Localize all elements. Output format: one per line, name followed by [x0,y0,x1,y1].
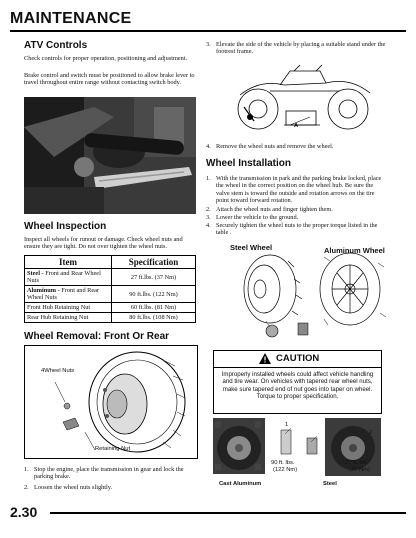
step-text: Securely tighten the wheel nuts to the proper torque listed in the table . [216,222,378,237]
caution-label: CAUTION [276,353,320,364]
wheel-inspection-heading: Wheel Inspection [24,221,107,232]
table-head-item: Item [25,256,112,269]
removal-step [206,143,386,151]
caution-text: Improperly installed wheels could affect vehicle handling and tire wear. On vehicles with tapered rear wheel nuts, make sure tapered end of nut goes into taper on wheel. Torque to proper specification. [221,371,374,400]
torque-aluminum-ft: 90 ft. lbs. [271,460,295,466]
removal-step [24,484,196,492]
torque-steel-nm: (37 Nm) [349,467,370,473]
table-row [25,286,196,303]
brake-lever-photo [24,97,196,214]
footer-rule [50,512,406,514]
table-row [25,303,196,313]
row-item: Front and Rear Wheel Nuts [27,270,101,284]
torque-spec-table [24,255,196,323]
install-step [206,222,386,238]
step-text: Loosen the wheel nuts slightly. [34,484,113,491]
row-item: Front Hub Retaining Nut [25,303,112,313]
atv-controls-p1: Check controls for proper operation, positioning and adjustment. [24,55,188,62]
wheel-types-diagram [230,243,388,339]
removal-step [206,41,386,57]
row-item-type: Aluminum - [27,287,60,294]
install-step [206,214,386,222]
step-text: Elevate the side of the vehicle by placing a suitable stand under the footrest frame. [216,41,386,56]
table-row [25,269,196,286]
step-text: Stop the engine, place the transmission in gear and lock the parking brake. [34,466,184,481]
step-text: With the transmission in park and the parking brake locked, place the wheel in the correct position on the wheel hub. Be sure the valve stem is toward the outside and rotation arrows on the tire point toward forward rotation. [216,175,382,205]
caution-box [213,350,382,414]
step-number: 2. [206,206,211,213]
row-spec: 60 ft.lbs. (81 Nm) [112,303,196,313]
step-text: Attach the wheel nuts and finger tighten them. [216,206,333,213]
warning-icon [259,353,271,364]
table-head-spec: Specification [112,256,196,269]
step-number: 4. [206,222,211,229]
step-number: 3. [206,41,211,48]
wheel-nut-photo [213,418,385,492]
step-number: 1. [206,175,211,182]
step-number: 4. [206,143,211,150]
row-spec: 90 ft.lbs. (122 Nm) [112,286,196,303]
row-spec: 80 ft.lbs. (108 Nm) [112,313,196,323]
atv-controls-heading: ATV Controls [24,40,88,51]
page-header [10,10,406,30]
label-retaining-nut: Retaining Nut [95,446,131,452]
removal-step [24,466,196,482]
torque-steel-ft: 27 ft. lbs. [345,460,369,466]
label-steel: Steel [323,481,337,487]
torque-aluminum-nm: (122 Nm) [273,467,298,473]
label-steel-wheel: Steel Wheel [230,243,273,252]
callout-2: 2 [369,430,373,436]
wheel-inspection-p1: Inspect all wheels for runout or damage. Check wheel nuts and ensure they are tight. Do not over tighten the wheel nuts. [24,236,183,251]
table-row [25,313,196,323]
row-item-type: Steel - [27,270,44,277]
wheel-installation-heading: Wheel Installation [206,158,292,169]
step-number: 2. [24,484,29,491]
label-cast-aluminum: Cast Aluminum [219,481,262,487]
row-spec: 27 ft.lbs. (37 Nm) [112,269,196,286]
row-item: Rear Hub Retaining Nut [25,313,112,323]
section-title: MAINTENANCE [10,10,132,27]
page-footer [10,504,406,524]
step-text: Remove the wheel nuts and remove the wheel. [216,143,334,150]
wheel-removal-diagram [24,345,198,459]
step-text: Lower the vehicle to the ground. [216,214,299,221]
step-number: 1. [24,466,29,473]
label-wheel-nuts: 4Wheel Nuts [41,368,75,374]
header-rule [10,30,406,32]
caution-header [214,351,381,368]
page-number: 2.30 [10,504,38,520]
atv-stand-diagram [230,65,380,137]
label-aluminum-wheel: Aluminum Wheel [324,246,385,255]
row-item: Front and Rear Wheel Nuts [27,287,100,301]
wheel-removal-heading: Wheel Removal: Front Or Rear [24,331,170,342]
step-number: 3. [206,214,211,221]
install-step [206,206,386,214]
atv-controls-p2: Brake control and switch must be positioned to allow brake lever to travel throughout entire range without contacting switch body. [24,72,195,87]
callout-1: 1 [285,422,289,428]
label-a: A [294,123,299,129]
